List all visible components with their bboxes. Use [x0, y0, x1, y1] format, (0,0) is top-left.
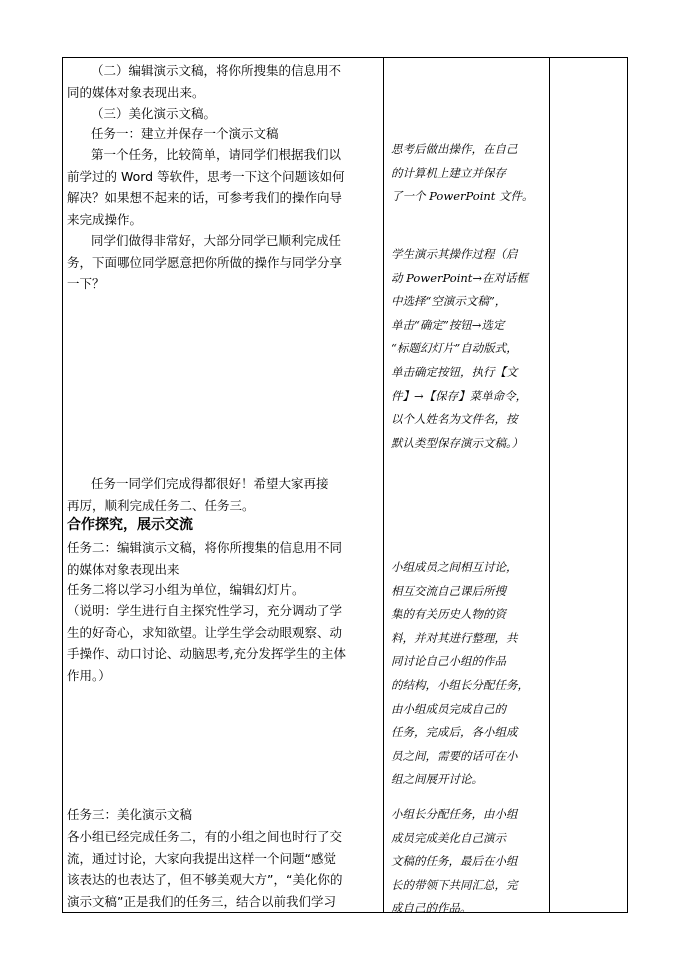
note-create-save: 思考后做出操作，在自己 的计算机上建立并保存 了一个 PowerPoint 文件。 — [391, 142, 534, 204]
note-group-discussion: 小组成员之间相互讨论， 相互交流自己课后所搜 集的有关历史人物的资 料，并对其进行整理，共 同讨论自己小组的作品 的结构，小组长分配任务， 由小组成员完成自己的 任务，完成后，各小组成 员之间，需要的话可在小 组之间展开讨论。 — [391, 560, 529, 787]
paragraph-task-two-group: 任务二将以学习小组为单位，编辑幻灯片。 — [67, 582, 305, 597]
paragraph-task-three-description: 各小组已经完成任务二，有的小组之间也时行了交 流，通过讨论，大家向我提出这样一个问题“感觉 该表达的也表达了，但不够美观大方”，“美化你的 演示文稿”正是我们的任务三，结合以前我们学习 — [67, 829, 343, 909]
paragraph-share-operation: 同学们做得非常好，大部分同学已顺利完成任 务，下面哪位同学愿意把你所做的操作与同学分享 一下？ — [67, 233, 343, 291]
paragraph-task-three-title: 任务三：美化演示文稿 — [67, 807, 193, 822]
paragraph-task-one-title: 任务一：建立并保存一个演示文稿 — [91, 126, 279, 141]
paragraph-explanation: （说明：学生进行自主探究性学习，充分调动了学 生的好奇心，求知欲望。让学生学会动眼观察、动 手操作、动口讨论、动脑思考,充分发挥学生的主体 作用。） — [67, 603, 346, 683]
column-divider-1 — [383, 58, 384, 912]
paragraph-task-one-complete: 任务一同学们完成得都很好！希望大家再接 再厉，顺利完成任务二、任务三。 — [67, 476, 329, 513]
paragraph-task-one-description: 第一个任务，比较简单，请同学们根据我们以 前学过的 Word 等软件，思考一下这个问题该如何 解决？如果想不起来的话，可参考我们的操作向导 来完成操作。 — [67, 147, 345, 227]
note-demonstrate-operation: 学生演示其操作过程（启 动 PowerPoint→在对话框 中选择“空演示文稿”， 单击“确定”按钮→选定 “标题幻灯片”自动版式， 单击确定按钮，执行【文 件】→【保存】菜单命令， 以个人姓名为文件名，按 默认类型保存演示文稿。） — [391, 247, 529, 450]
paragraph-task-two-title: 任务二：编辑演示文稿，将你所搜集的信息用不同 的媒体对象表现出来 — [67, 540, 343, 577]
paragraph-beautify-presentation: （三）美化演示文稿。 — [91, 106, 217, 121]
remarks-column — [550, 58, 628, 912]
section-heading: 合作探究，展示交流 — [67, 517, 193, 533]
note-beautify-work: 小组长分配任务，由小组 成员完成美化自己演示 文稿的任务，最后在小组 长的带领下共同汇总，完 成自己的作品。 — [391, 807, 518, 916]
paragraph-edit-presentation: （二）编辑演示文稿，将你所搜集的信息用不 同的媒体对象表现出来。 — [67, 63, 342, 100]
lesson-table — [62, 57, 628, 916]
